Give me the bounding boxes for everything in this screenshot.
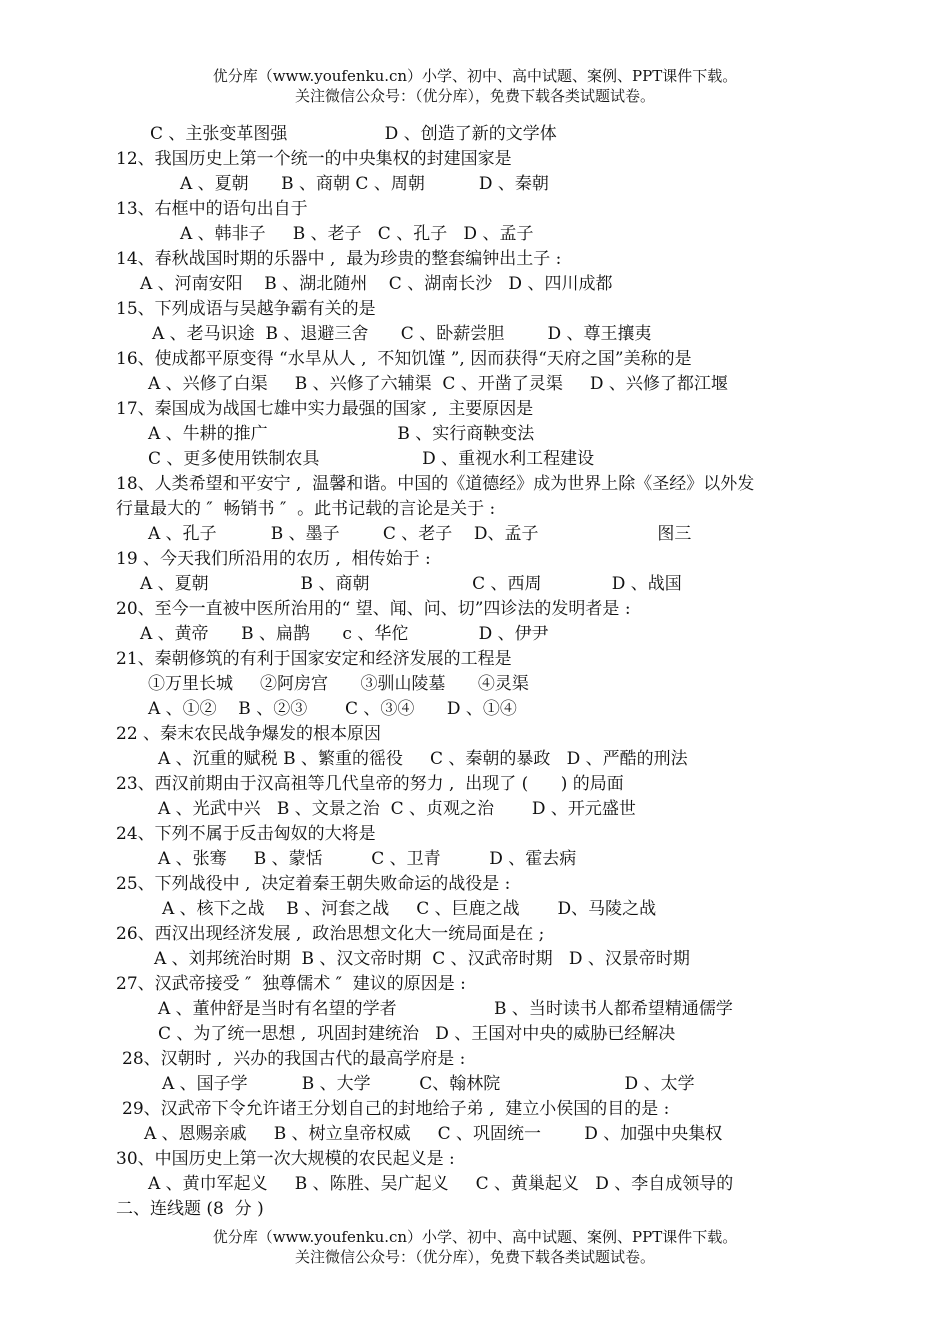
question-21: 21、秦朝修筑的有利于国家安定和经济发展的工程是	[116, 649, 512, 669]
option-line-22: A 、沉重的赋税 B 、繁重的徭役 C 、秦朝的暴政 D 、严酷的刑法	[158, 749, 688, 769]
option-line-16: A 、兴修了白渠 B 、兴修了六辅渠 C 、开凿了灵渠 D 、兴修了都江堰	[148, 374, 728, 394]
question-28: 28、汉朝时 , 兴办的我国古代的最高学府是 :	[122, 1049, 466, 1069]
question-22: 22 、秦末农民战争爆发的根本原因	[116, 724, 382, 744]
option-line-17b: C 、更多使用铁制农具 D 、重视水利工程建设	[148, 449, 595, 469]
question-23: 23、西汉前期由于汉高祖等几代皇帝的努力 , 出现了 ( ) 的局面	[116, 774, 624, 794]
question-12: 12、我国历史上第一个统一的中央集权的封建国家是	[116, 149, 512, 169]
page-footer	[0, 1227, 950, 1267]
option-line-24: A 、张骞 B 、蒙恬 C 、卫青 D 、霍去病	[158, 849, 577, 869]
option-line-15: A 、老马识途 B 、退避三舍 C 、卧薪尝胆 D 、尊王攘夷	[152, 324, 652, 344]
option-line-20: A 、黄帝 B 、扁鹊 c 、华佗 D 、伊尹	[140, 624, 549, 644]
footer-line-2: 关注微信公众号：（优分库），免费下载各类试题试卷。	[294, 1248, 655, 1266]
question-25: 25、下列战役中 , 决定着秦王朝失败命运的战役是 :	[116, 874, 511, 894]
option-line-17a: A 、牛耕的推广 B 、实行商鞅变法	[148, 424, 535, 444]
option-line-26: A 、刘邦统治时期 B 、汉文帝时期 C 、汉武帝时期 D 、汉景帝时期	[154, 949, 690, 969]
question-18: 18、人类希望和平安宁 , 温馨和谐。中国的《道德经》成为世界上除《圣经》以外发	[116, 474, 755, 494]
option-line-18: A 、孔子 B 、墨子 C 、老子 D、孟子 图三	[148, 524, 692, 544]
question-24: 24、下列不属于反击匈奴的大将是	[116, 824, 376, 844]
option-line-28: A 、国子学 B 、大学 C、翰林院 D 、太学	[162, 1074, 695, 1094]
option-line-12: A 、夏朝 B 、商朝 C 、周朝 D 、秦朝	[180, 174, 549, 194]
option-line-14: A 、河南安阳 B 、湖北随州 C 、湖南长沙 D 、四川成都	[140, 274, 613, 294]
question-14: 14、春秋战国时期的乐器中 , 最为珍贵的整套编钟出土子 :	[116, 249, 562, 269]
question-29: 29、汉武帝下令允许诸王分划自己的封地给子弟 , 建立小侯国的目的是 :	[122, 1099, 670, 1119]
question-19: 19 、今天我们所沿用的农历 , 相传始于 :	[116, 549, 431, 569]
footer-line-1: 优分库（www.youfenku.cn）小学、初中、高中试题、案例、PPT课件下载。	[212, 1228, 738, 1246]
option-line-11: C 、主张变革图强 D 、创造了新的文学体	[150, 124, 557, 144]
option-line-30: A 、黄巾军起义 B 、陈胜、吴广起义 C 、黄巢起义 D 、李自成领导的	[148, 1174, 734, 1194]
question-21-items: ①万里长城 ②阿房宫 ③驯山陵墓 ④灵渠	[148, 674, 529, 694]
question-17: 17、秦国成为战国七雄中实力最强的国家 , 主要原因是	[116, 399, 534, 419]
question-16: 16、使成都平原变得 “水旱从人 , 不知饥馑 ”, 因而获得“天府之国”美称的是	[116, 349, 692, 369]
option-line-19: A 、夏朝 B 、商朝 C 、西周 D 、战国	[140, 574, 682, 594]
question-18-cont: 行量最大的 ″ 畅销书 ″ 。此书记载的言论是关于 :	[116, 499, 496, 519]
option-line-13: A 、韩非子 B 、老子 C 、孔子 D 、孟子	[180, 224, 534, 244]
page-header	[0, 66, 950, 106]
question-15: 15、下列成语与吴越争霸有关的是	[116, 299, 376, 319]
header-line-1: 优分库（www.youfenku.cn）小学、初中、高中试题、案例、PPT课件下载。	[212, 67, 738, 85]
section-heading-matching: 二、连线题 (8 分 )	[116, 1199, 264, 1219]
question-30: 30、中国历史上第一次大规模的农民起义是 :	[116, 1149, 455, 1169]
option-line-25: A 、核下之战 B 、河套之战 C 、巨鹿之战 D、马陵之战	[162, 899, 657, 919]
option-line-27b: C 、为了统一思想 , 巩固封建统治 D 、王国对中央的威胁已经解决	[158, 1024, 676, 1044]
question-13: 13、右框中的语句出自于	[116, 199, 308, 219]
header-line-2: 关注微信公众号：（优分库），免费下载各类试题试卷。	[294, 87, 655, 105]
question-27: 27、汉武帝接受 ″ 独尊儒术 ″ 建议的原因是 :	[116, 974, 466, 994]
question-26: 26、西汉出现经济发展 , 政治思想文化大一统局面是在 ;	[116, 924, 545, 944]
option-line-27a: A 、董仲舒是当时有名望的学者 B 、当时读书人都希望精通儒学	[158, 999, 733, 1019]
option-line-29: A 、恩赐亲戚 B 、树立皇帝权威 C 、巩固统一 D 、加强中央集权	[144, 1124, 723, 1144]
option-line-23: A 、光武中兴 B 、文景之治 C 、贞观之治 D 、开元盛世	[158, 799, 636, 819]
option-line-21: A 、①② B 、②③ C 、③④ D 、①④	[148, 699, 517, 719]
question-20: 20、至今一直被中医所治用的“ 望、闻、问、切”四诊法的发明者是 :	[116, 599, 631, 619]
